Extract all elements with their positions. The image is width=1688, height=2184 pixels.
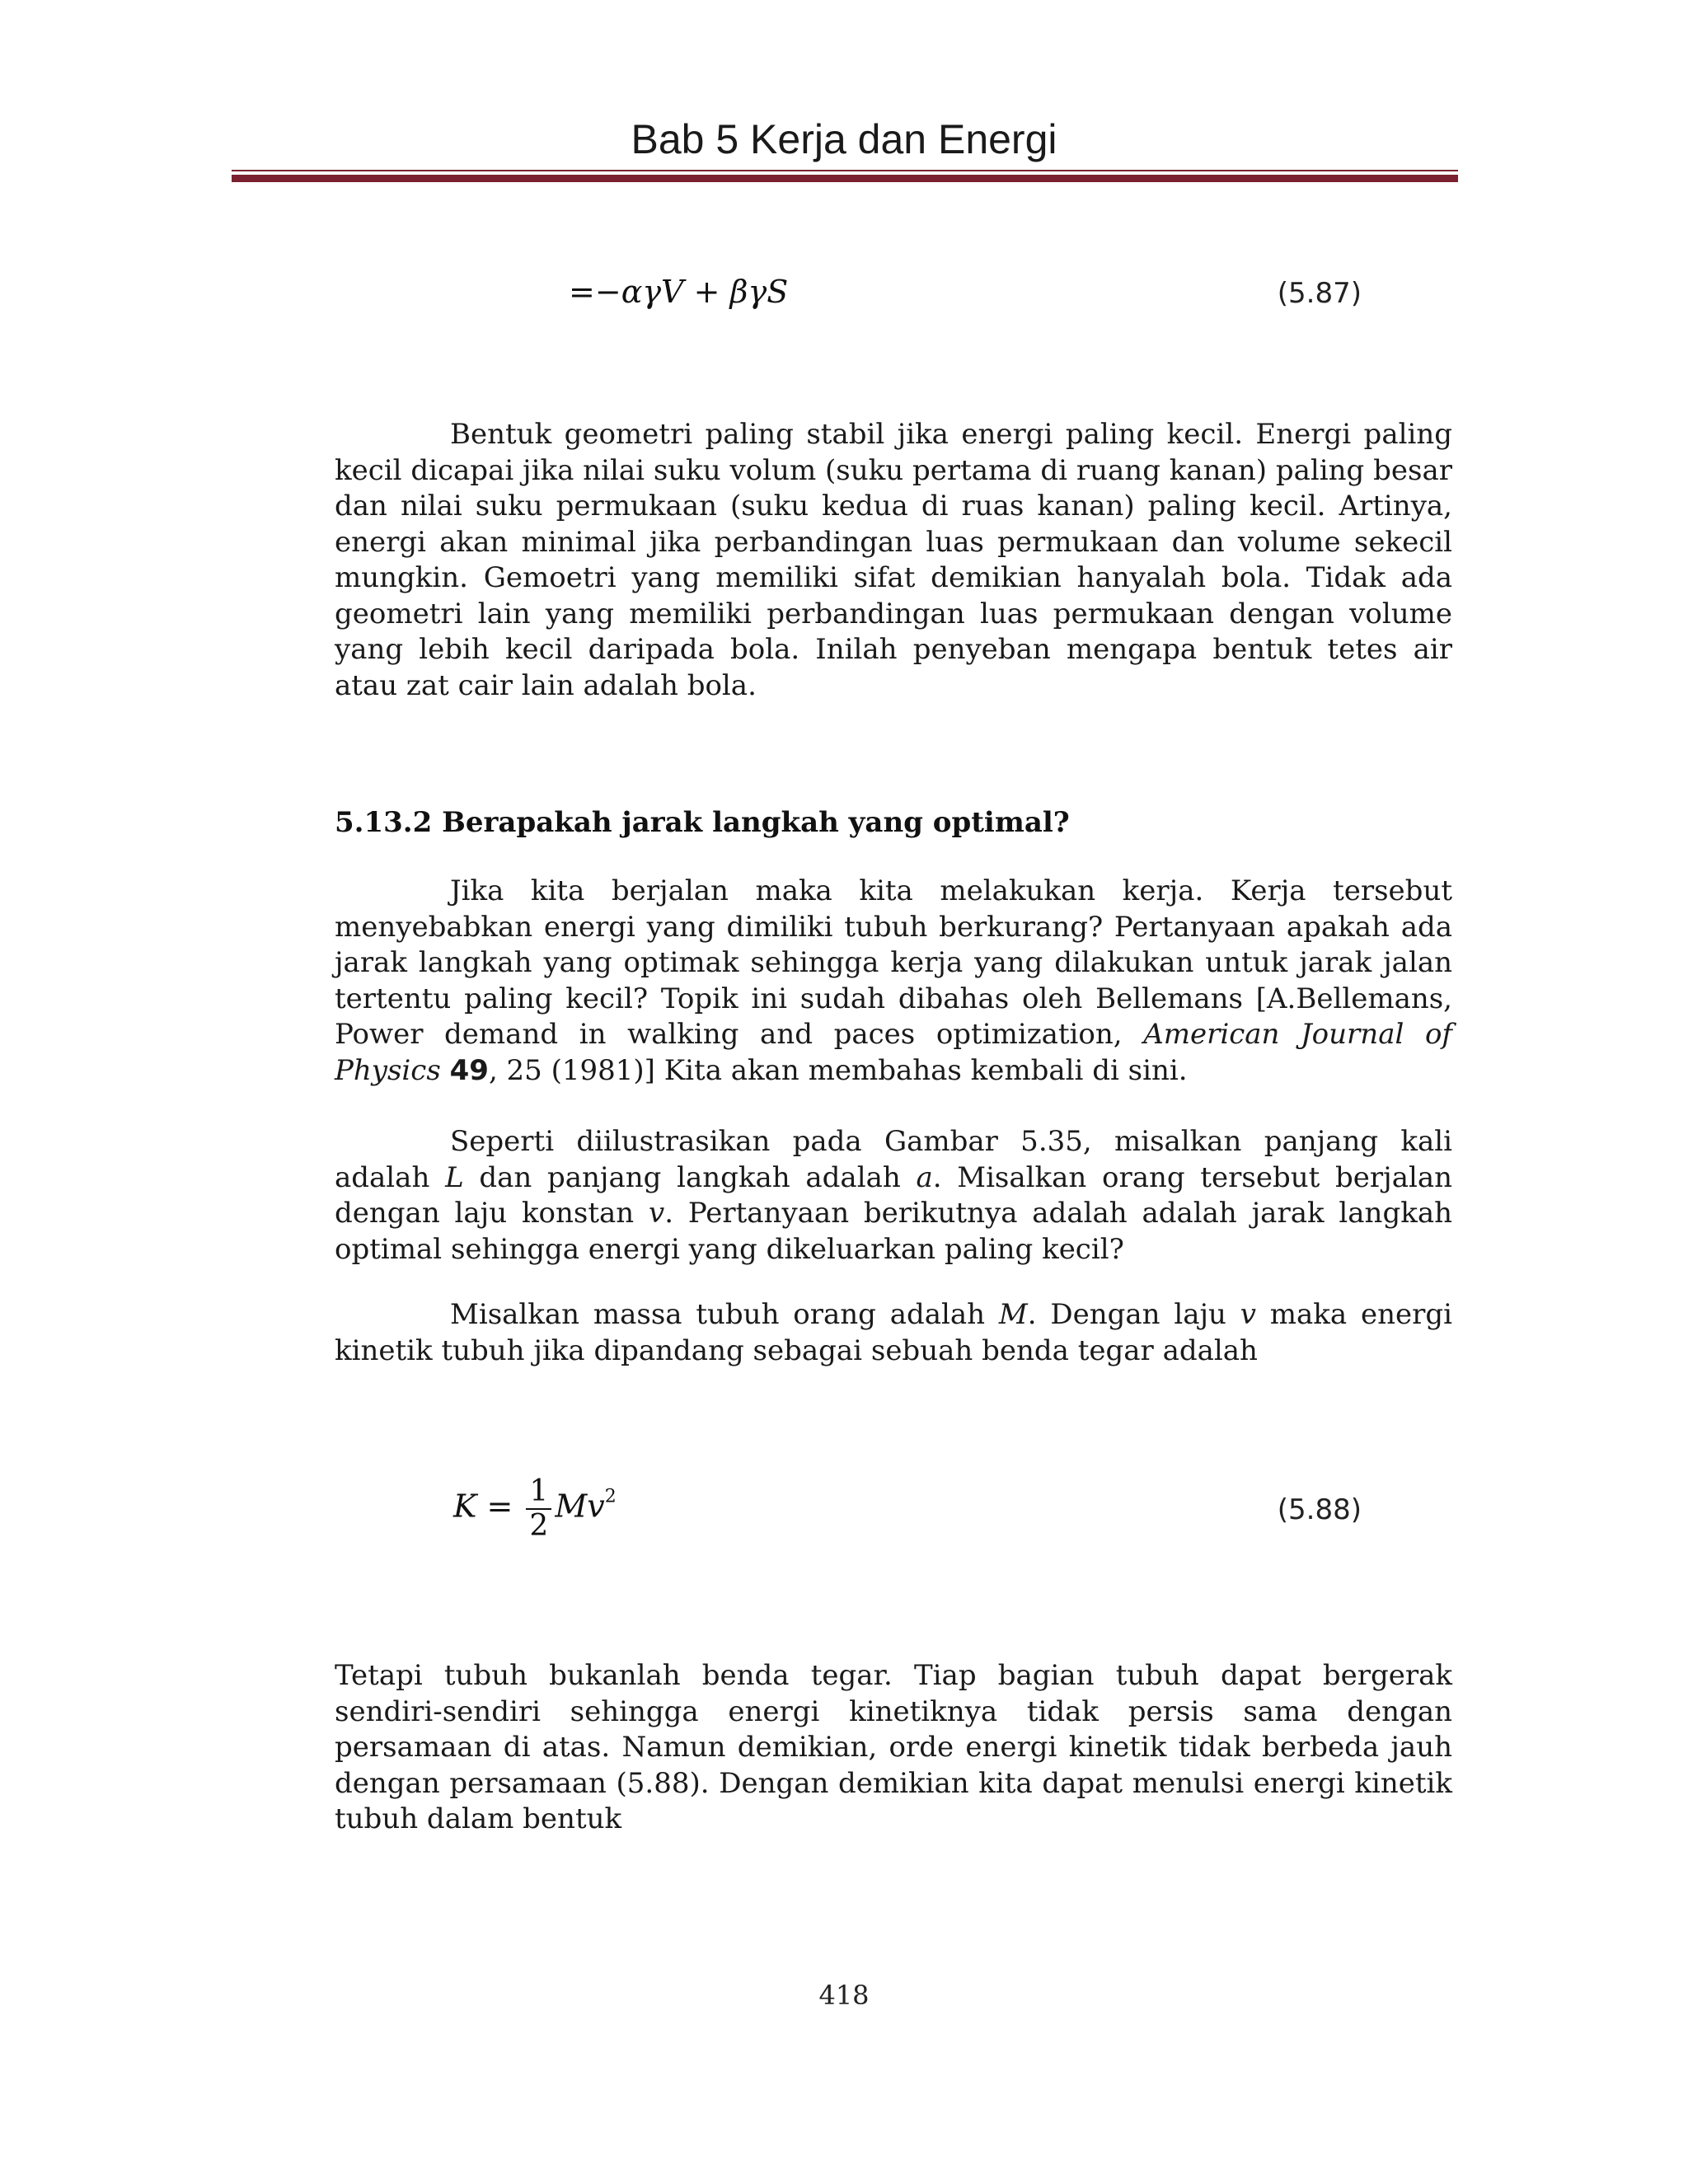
journal-volume: 49 — [449, 1053, 489, 1087]
eq-minus: − — [594, 274, 621, 310]
equation-number-5-87: (5.87) — [1277, 277, 1362, 310]
eq-equals-2: = — [486, 1488, 513, 1525]
equation-5-87-body — [569, 274, 788, 310]
section-heading: 5.13.2 Berapakah jarak langkah yang optimal? — [335, 806, 1070, 839]
chapter-title: Bab 5 Kerja dan Energi — [631, 116, 1057, 162]
para2-text-b: , 25 (1981)] Kita akan membahas kembali di sini. — [488, 1053, 1188, 1087]
equation-5-87 — [0, 274, 1688, 315]
fraction-one-half — [526, 1475, 551, 1543]
para3-text-a: Seperti diilustrasikan pada Gambar 5.35, misalkan panjang kali adalah — [335, 1125, 1452, 1194]
header-rule-thick — [232, 175, 1458, 182]
var-v: v — [649, 1197, 665, 1230]
paragraph-non-rigid-body: Tetapi tubuh bukanlah benda tegar. Tiap bagian tubuh dapat bergerak sendiri-sendiri sehingga energi kinetiknya tidak persis sama dengan persamaan di atas. Namun demikian, orde energi kinetik tidak berbeda jauh dengan persamaan (5.88). Dengan demikian kita dapat menulsi energi kinetik tubuh dalam bentuk — [335, 1659, 1452, 1835]
paragraph-illustration — [335, 1124, 1452, 1268]
para4-text-c: maka energi kinetik tubuh jika dipandang sebagai sebuah benda tegar adalah — [335, 1298, 1452, 1367]
eq-lhs-k: K — [453, 1488, 477, 1525]
para2-text-a: Jika kita berjalan maka kita melakukan kerja. Kerja tersebut menyebabkan energi yang dimiliki tubuh berkurang? Pertanyaan apakah ada jarak langkah yang optimak sehingga kerja yang dilakukan untuk jarak jalan tertentu paling kecil? Topik ini sudah dibahas oleh Bellemans [A.Bellemans, Power demand in walking and paces optimization, — [335, 874, 1452, 1051]
header-rule-thin — [232, 170, 1458, 171]
eq-term-beta-gamma-s: βγS — [729, 274, 789, 310]
para4-text-b: . Dengan laju — [1027, 1298, 1240, 1331]
paragraph-geometry-stability: Bentuk geometri paling stabil jika energi paling kecil. Energi paling kecil dicapai jika nilai suku volum (suku pertama di ruang kanan) paling besar dan nilai suku permukaan (suku kedua di ruas kanan) paling kecil. Artinya, energi akan minimal jika perbandingan luas permukaan dan volume sekecil mungkin. Gemoetri yang memiliki sifat demikian hanyalah bola. Tidak ada geometri lain yang memiliki perbandingan luas permukaan dengan volume yang lebih kecil daripada bola. Inilah penyeban mengapa bentuk tetes air atau zat cair lain adalah bola. — [335, 418, 1452, 702]
var-v-2: v — [1240, 1298, 1256, 1331]
page-number: 418 — [818, 1980, 870, 2011]
fraction-denominator: 2 — [529, 1509, 549, 1543]
equation-5-88 — [0, 1475, 1688, 1558]
eq-exponent: 2 — [604, 1486, 617, 1507]
para3-text-b: dan panjang langkah adalah — [463, 1160, 917, 1194]
para3-text-c: . Misalkan orang tersebut berjalan dengan laju konstan — [335, 1160, 1453, 1230]
var-a: a — [916, 1160, 933, 1194]
equation-number-5-88: (5.88) — [1277, 1493, 1362, 1526]
var-L: L — [445, 1160, 464, 1194]
fraction-numerator: 1 — [526, 1475, 551, 1510]
para4-text-a: Misalkan massa tubuh orang adalah — [450, 1298, 999, 1331]
equation-5-88-body — [453, 1475, 617, 1543]
paragraph-kinetic-energy — [335, 1297, 1452, 1369]
eq-rhs-mv: Mv — [555, 1488, 605, 1525]
eq-equals: = — [569, 274, 595, 310]
eq-plus: + — [693, 274, 720, 310]
paragraph-walking-work — [335, 874, 1452, 1089]
eq-term-alpha-gamma-v: αγV — [621, 274, 684, 310]
para3-text-d: . Pertanyaan berikutnya adalah adalah jarak langkah optimal sehingga energi yang dikeluarkan paling kecil? — [335, 1197, 1452, 1266]
journal-name: American Journal of Physics — [335, 1018, 1452, 1087]
var-M: M — [998, 1298, 1028, 1331]
